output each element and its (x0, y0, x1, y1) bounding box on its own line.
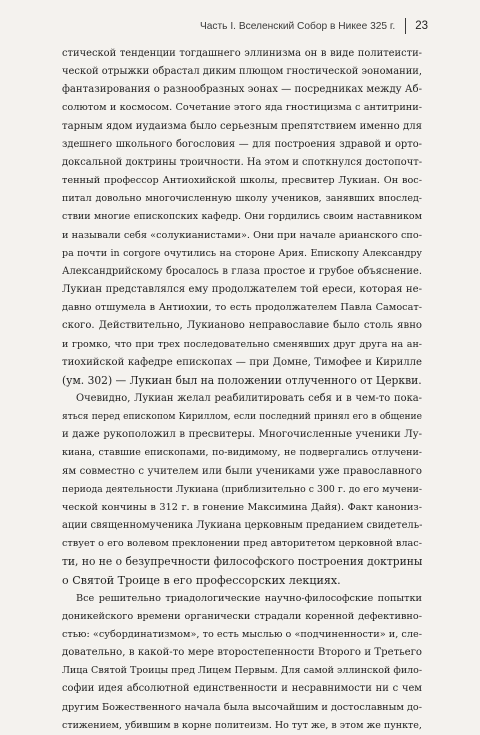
text-line: фантазирования о разнообразных эонах — посредниках между Аб- (62, 84, 422, 96)
text-line: ации священномученика Лукиана церковным преданием свидетель- (62, 520, 422, 532)
text-line: тиохийской кафедре епископах — при Домне, Тимофее и Кирилле (62, 356, 422, 368)
text-line: Очевидно, Лукиан желал реабилитировать себя и в чем-то пока- (76, 392, 422, 404)
text-line: ствует о его волевом преклонении пред авторитетом церковной влас- (62, 538, 422, 550)
text-line: довательно, в какой-то мере второстепенности Второго и Третьего (62, 647, 422, 659)
text-line: софии идея абсолютной единственности и несравнимости ни с чем (62, 683, 422, 695)
text-line: и громко, что при трех последовательно сменявших друг друга на ан- (62, 338, 422, 350)
text-line: стижением, убившим в корне политеизм. Но тут же, в этом же пункте, (62, 719, 422, 731)
running-head (200, 18, 428, 34)
page-number: 23 (415, 20, 428, 32)
text-line: ра почти in corgore очутились на стороне Ария. Епископу Александру (62, 247, 422, 259)
text-line: Лукиан представлялся ему продолжателем той ереси, которая не- (62, 284, 422, 296)
text-line: ского. Действительно, Лукианово неправославие было столь явно (62, 320, 422, 332)
text-line: ти, но не о безупречности философского построения доктрины (62, 555, 422, 569)
text-line: ям совместно с учителем или были учениками уже православного (62, 465, 422, 477)
text-line: стической тенденции тогдашнего эллинизма он в виде политеисти- (62, 48, 422, 59)
text-line: тарным ядом иудаизма было серьезным препятствием именно для (62, 120, 422, 132)
body-text (62, 45, 422, 735)
text-line: яться перед епископом Кириллом, если последний принял его в общение (62, 412, 422, 423)
text-line: киана, ставшие епископами, по-видимому, не подвергались отлучени- (62, 447, 422, 459)
text-line: тенный профессор Антиохийской школы, пресвитер Лукиан. Он вос- (62, 175, 422, 187)
text-line: периода деятельности Лукиана (приблизительно с 300 г. до его мучени- (62, 483, 422, 495)
text-line: о Святой Троице в его профессорских лекциях. (62, 573, 341, 587)
text-line: Лица Святой Троицы пред Лицем Первым. Для самой эллинской фило- (62, 665, 422, 677)
text-line: стью: «субординатизмом», то есть мыслью о «подчиненности» и, сле- (62, 629, 422, 640)
text-line: ческой кончины в 312 г. в гонение Максимина Дайя). Факт канониз- (62, 501, 422, 513)
text-line: питал довольно многочисленную школу учеников, занявших впослед- (62, 193, 422, 205)
text-line: Все решительно триадологические научно-философские попытки (76, 592, 422, 604)
running-head-divider (405, 18, 406, 34)
text-line: Александрийскому бросалось в глаза простое и грубое объяснение. (62, 265, 422, 277)
paragraph (62, 390, 422, 590)
text-line: давно отшумела в Антиохии, то есть продолжателем Павла Самосат- (62, 302, 422, 314)
paragraph (62, 590, 422, 735)
text-line: и даже рукоположил в пресвитеры. Многочисленные ученики Лу- (62, 429, 422, 441)
text-line: здешнего школьного богословия — для построения здравой и орто- (62, 138, 422, 150)
text-line: ческой отрыжки обрастал диким плющом гностической эономании, (62, 66, 422, 78)
text-line: доксальной доктрины троичности. На этом и споткнулся достопочт- (62, 156, 422, 168)
text-line: другим Божественного начала была высочайшим и достославным до- (62, 701, 422, 713)
text-line: и называли себя «солукианистами». Они при начале арианского спо- (62, 229, 422, 241)
paragraph (62, 45, 422, 390)
text-line: солютом и космосом. Сочетание этого яда гностицизма с антитрини- (62, 102, 422, 114)
text-line: доникейского времени органически страдали коренной дефективно- (62, 610, 422, 622)
running-head-title: Часть I. Вселенский Собор в Никее 325 г. (199, 20, 396, 32)
text-line: ствии многие епископских кафедр. Они гордились своим наставником (62, 211, 422, 223)
text-line: (ум. 302) — Лукиан был на положении отлученного от Церкви. (62, 373, 422, 387)
